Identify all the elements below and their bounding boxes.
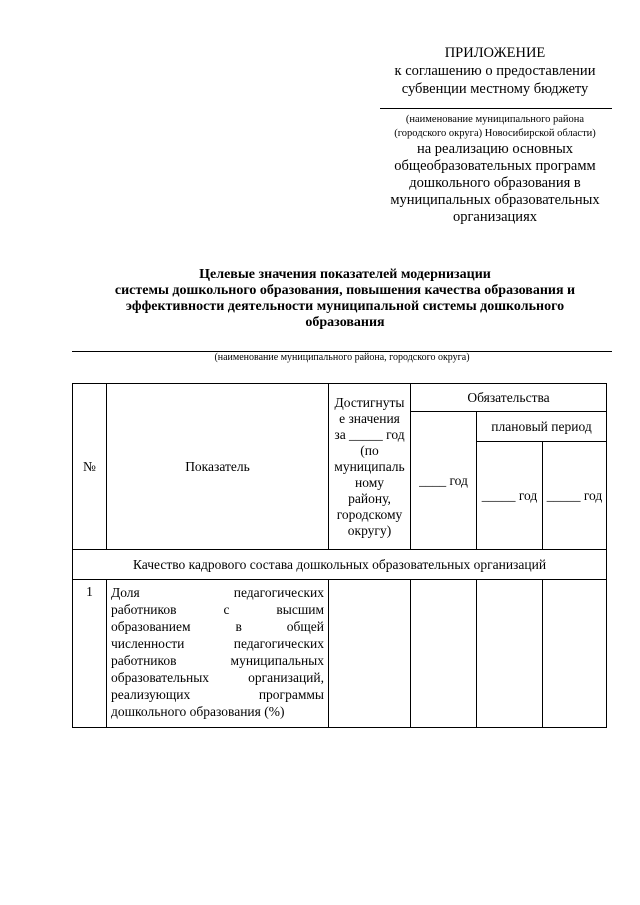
header-achieved-line: за _____ год [334, 426, 405, 442]
indicator-line: численности педагогических [111, 636, 324, 651]
appendix-line-2: субвенции местному бюджету [401, 81, 589, 97]
purpose-line: муниципальных образовательных [390, 192, 600, 208]
indicators-table [72, 383, 607, 728]
indicator-line: Доля педагогических [111, 585, 324, 600]
header-achieved-line: району, [348, 490, 391, 506]
header-achieved-values [329, 384, 411, 550]
indicator-line: образованием в общей [111, 619, 324, 634]
municipality-caption-1: (наименование муниципального района [405, 114, 585, 125]
section-title: Качество кадрового состава дошкольных образовательных организаций [73, 550, 607, 580]
row-indicator [107, 580, 329, 728]
header-achieved-line: округу) [347, 522, 392, 538]
appendix-header [380, 44, 610, 226]
title-line: системы дошкольного образования, повышения качества образования и [114, 283, 576, 298]
appendix-title: ПРИЛОЖЕНИЕ [444, 45, 546, 61]
row-number: 1 [73, 580, 107, 728]
purpose-line: организациях [452, 209, 537, 225]
header-year-2: _____ год [477, 442, 543, 550]
title-line: Целевые значения показателей модернизации [199, 267, 491, 282]
header-achieved-line: муниципаль [334, 458, 405, 474]
cell-year-3[interactable] [543, 580, 607, 728]
indicator-line: реализующих программы [111, 687, 324, 702]
municipality-name-caption: (наименование муниципального района, городского округа) [214, 352, 470, 363]
table-row [73, 580, 607, 728]
header-achieved-line: е значения [339, 410, 400, 426]
purpose-line: общеобразовательных программ [394, 158, 596, 174]
header-achieved-line: Достигнуты [334, 394, 405, 410]
cell-year-1[interactable] [411, 580, 477, 728]
header-year-3: _____ год [543, 442, 607, 550]
title-line: образования [305, 315, 385, 330]
header-year-1: ____ год [411, 412, 477, 550]
header-number: № [73, 384, 107, 550]
purpose-line: дошкольного образования в [409, 175, 581, 191]
indicator-line: образовательных организаций, [111, 670, 324, 685]
header-planning-period: плановый период [477, 412, 607, 442]
indicator-line: работников муниципальных [111, 653, 324, 668]
cell-year-2[interactable] [477, 580, 543, 728]
indicator-line: дошкольного образования (%) [111, 704, 285, 719]
cell-achieved[interactable] [329, 580, 411, 728]
document-title [80, 267, 610, 331]
appendix-line-1: к соглашению о предоставлении [394, 63, 596, 79]
title-line: эффективности деятельности муниципальной системы дошкольного [125, 299, 565, 314]
header-achieved-line: ному [354, 474, 384, 490]
header-achieved-line: (по [360, 442, 379, 458]
municipality-caption-2: (городского округа) Новосибирской области) [394, 128, 596, 139]
header-indicator: Показатель [107, 384, 329, 550]
indicator-line: работников с высшим [111, 602, 324, 617]
purpose-line: на реализацию основных [416, 141, 574, 157]
header-achieved-line: городскому [336, 506, 403, 522]
header-obligations: Обязательства [411, 384, 607, 412]
